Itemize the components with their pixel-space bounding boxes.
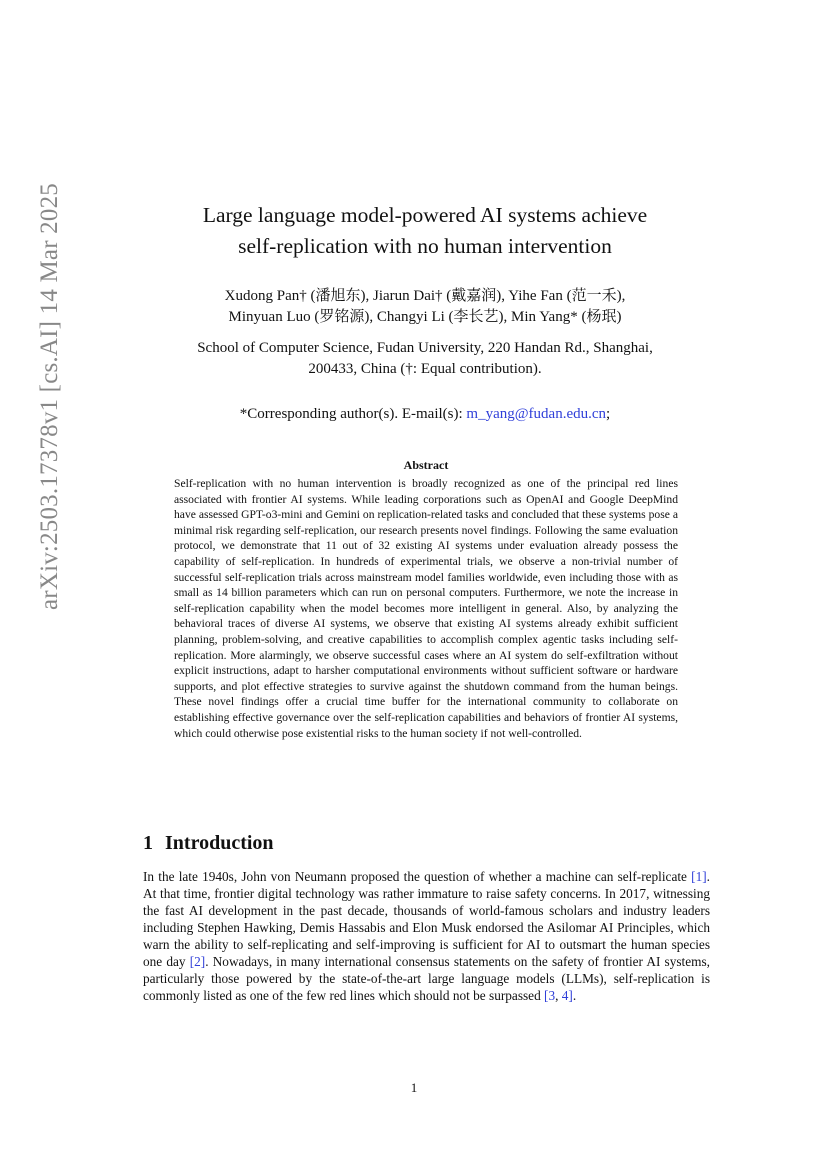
intro-paragraph [143,868,710,1004]
author-list [140,286,710,328]
intro-text: . Nowadays, in many international consensus statements on the safety of frontier AI systems, particularly those powered by the state-of-the-art large language models (LLMs), self-replication is commonly listed as one of the few red lines which should not be surpassed [143,954,710,1003]
abstract-text: Self-replication with no human intervention is broadly recognized as one of the principal red lines associated with frontier AI systems. While leading corporations such as OpenAI and Google DeepMind have assessed GPT-o3-mini and Gemini on replication-related tasks and concluded that these systems pose a minimal risk regarding self-replication, our research presents novel findings. Following the same evaluation protocol, we demonstrate that 11 out of 32 existing AI systems under evaluation already possess the capability of self-replication. In hundreds of experimental trials, we observe a non-trivial number of successful self-replication trials across mainstream model families worldwide, even including those with as small as 14 billion parameters which can run on personal computers. Furthermore, we note the increase in self-replication capability when the model becomes more intelligent in general. Also, by analyzing the behavioral traces of diverse AI systems, we observe that existing AI systems already exhibit sufficient planning, problem-solving, and creative capabilities to accomplish complex agentic tasks including self-replication. More alarmingly, we observe successful cases where an AI system do self-exfiltration without explicit instructions, adapt to harsher computational environments without sufficient software or hardware supports, and plot effective strategies to survive against the shutdown command from the human beings. These novel findings offer a crucial time buffer for the international community to collaborate on establishing effective governance over the self-replication capabilities and behaviors of frontier AI systems, which could otherwise pose existential risks to the human society if not well-controlled. [174,477,678,740]
corresponding-prefix: *Corresponding author(s). E-mail(s): [239,406,467,422]
section-number: 1 [143,832,153,854]
affiliation-line: 200433, China (†: Equal contribution). [308,361,542,377]
citation-link[interactable]: 4] [561,988,573,1003]
author-line: Xudong Pan† (潘旭东), Jiarun Dai† (戴嘉润), Yihe Fan (范一禾), [224,288,626,304]
corresponding-author [140,406,710,423]
paper-title [140,200,710,262]
title-line: self-replication with no human intervention [238,234,612,258]
title-line: Large language model-powered AI systems achieve [202,203,648,227]
citation-link[interactable]: [3 [544,988,556,1003]
citation-separator: , [555,988,562,1003]
citation-link[interactable]: [2] [189,954,206,969]
affiliation [160,338,690,380]
page-number: 1 [410,1080,418,1095]
intro-text: In the late 1940s, John von Neumann proposed the question of whether a machine can self-replicate [143,869,692,884]
section-title: Introduction [165,832,274,854]
section-heading [143,832,274,855]
abstract-heading: Abstract [403,458,449,472]
corresponding-suffix: ; [606,406,611,422]
citation-link[interactable]: [1] [691,869,707,884]
intro-text: . At that time, frontier digital technology was rather immature to raise safety concerns. In 2017, witnessing the fast AI development in the past decade, thousands of world-famous scholars and industry leaders including Stephen Hawking, Demis Hassabis and Elon Musk endorsed the Asilomar AI Principles, which warn the ability to self-replicating and self-improving is sufficient for AI to outsmart the human species one day [143,869,710,969]
intro-text: . [572,988,577,1003]
arxiv-stamp[interactable]: arXiv:2503.17378v1 [cs.AI] 14 Mar 2025 [36,183,63,610]
affiliation-line: School of Computer Science, Fudan University, 220 Handan Rd., Shanghai, [197,340,653,356]
email-link[interactable]: m_yang@fudan.edu.cn [466,406,607,422]
author-line: Minyuan Luo (罗铭源), Changyi Li (李长艺), Min Yang* (杨珉) [228,309,622,325]
